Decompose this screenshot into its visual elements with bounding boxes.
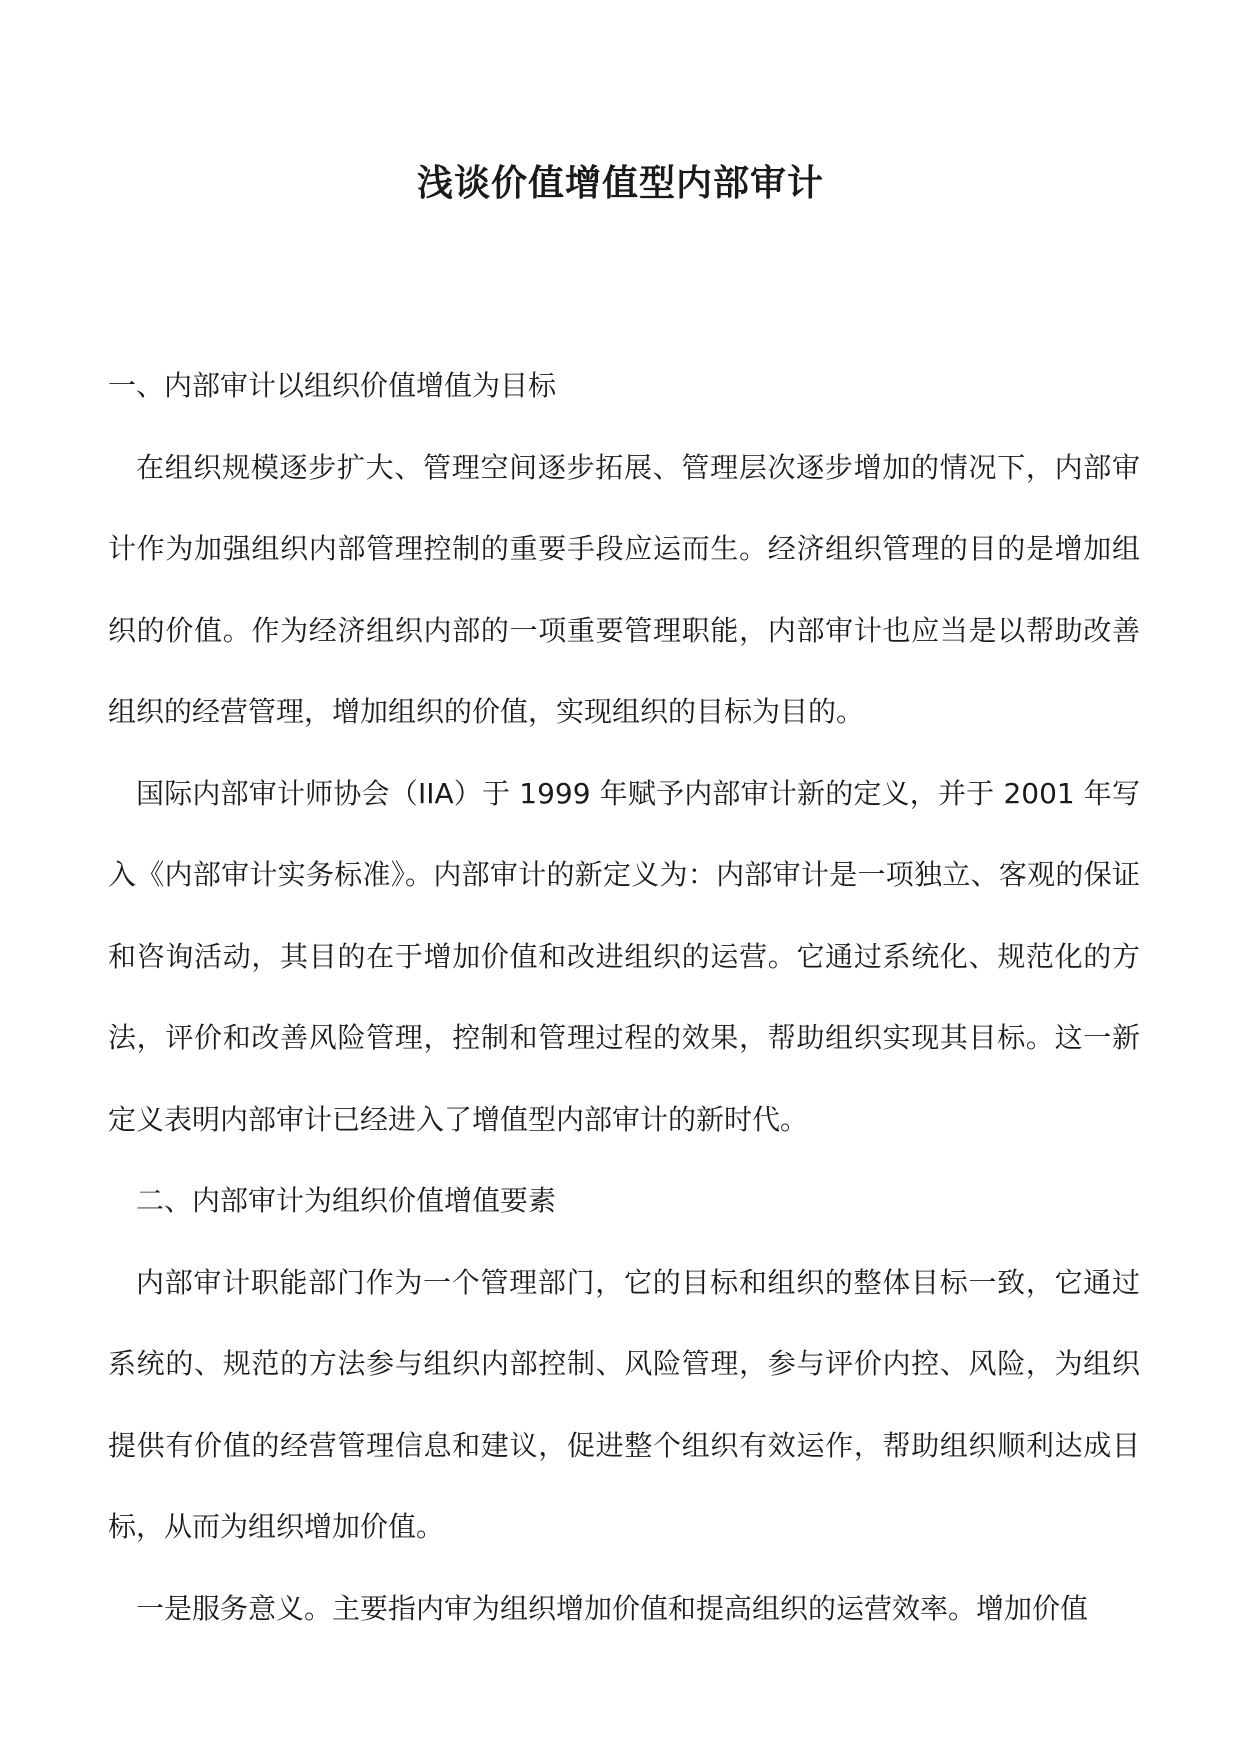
paragraph-3: 内部审计职能部门作为一个管理部门，它的目标和组织的整体目标一致，它通过系统的、规范的方法参与组织内部控制、风险管理，参与评价内控、风险，为组织提供有价值的经营管理信息和建议，促进整个组织有效运作，帮助组织顺利达成目标，从而为组织增加价值。 [108,1265,1140,1543]
section-heading-2: 二、内部审计为组织价值增值要素 [136,1184,557,1217]
paragraph-1: 在组织规模逐步扩大、管理空间逐步拓展、管理层次逐步增加的情况下，内部审计作为加强组织内部管理控制的重要手段应运而生。经济组织管理的目的是增加组织的价值。作为经济组织内部的一项重要管理职能，内部审计也应当是以帮助改善组织的经营管理，增加组织的价值，实现组织的目标为目的。 [108,450,1140,728]
paragraph-4: 一是服务意义。主要指内审为组织增加价值和提高组织的运营效率。增加价值 [136,1591,1089,1625]
document-body [108,345,1140,1649]
section-heading-1: 一、内部审计以组织价值增值为目标 [108,369,557,402]
paragraph-2: 国际内部审计师协会（IIA）于 1999 年赋予内部审计新的定义，并于 2001 年写入《内部审计实务标准》。内部审计的新定义为：内部审计是一项独立、客观的保证和咨询活动，其目的在于增加价值和改进组织的运营。它通过系统化、规范化的方法，评价和改善风险管理，控制和管理过程的效果，帮助组织实现其目标。这一新定义表明内部审计已经进入了增值型内部审计的新时代。 [108,776,1140,1136]
document-title: 浅谈价值增值型内部审计 [416,163,824,204]
